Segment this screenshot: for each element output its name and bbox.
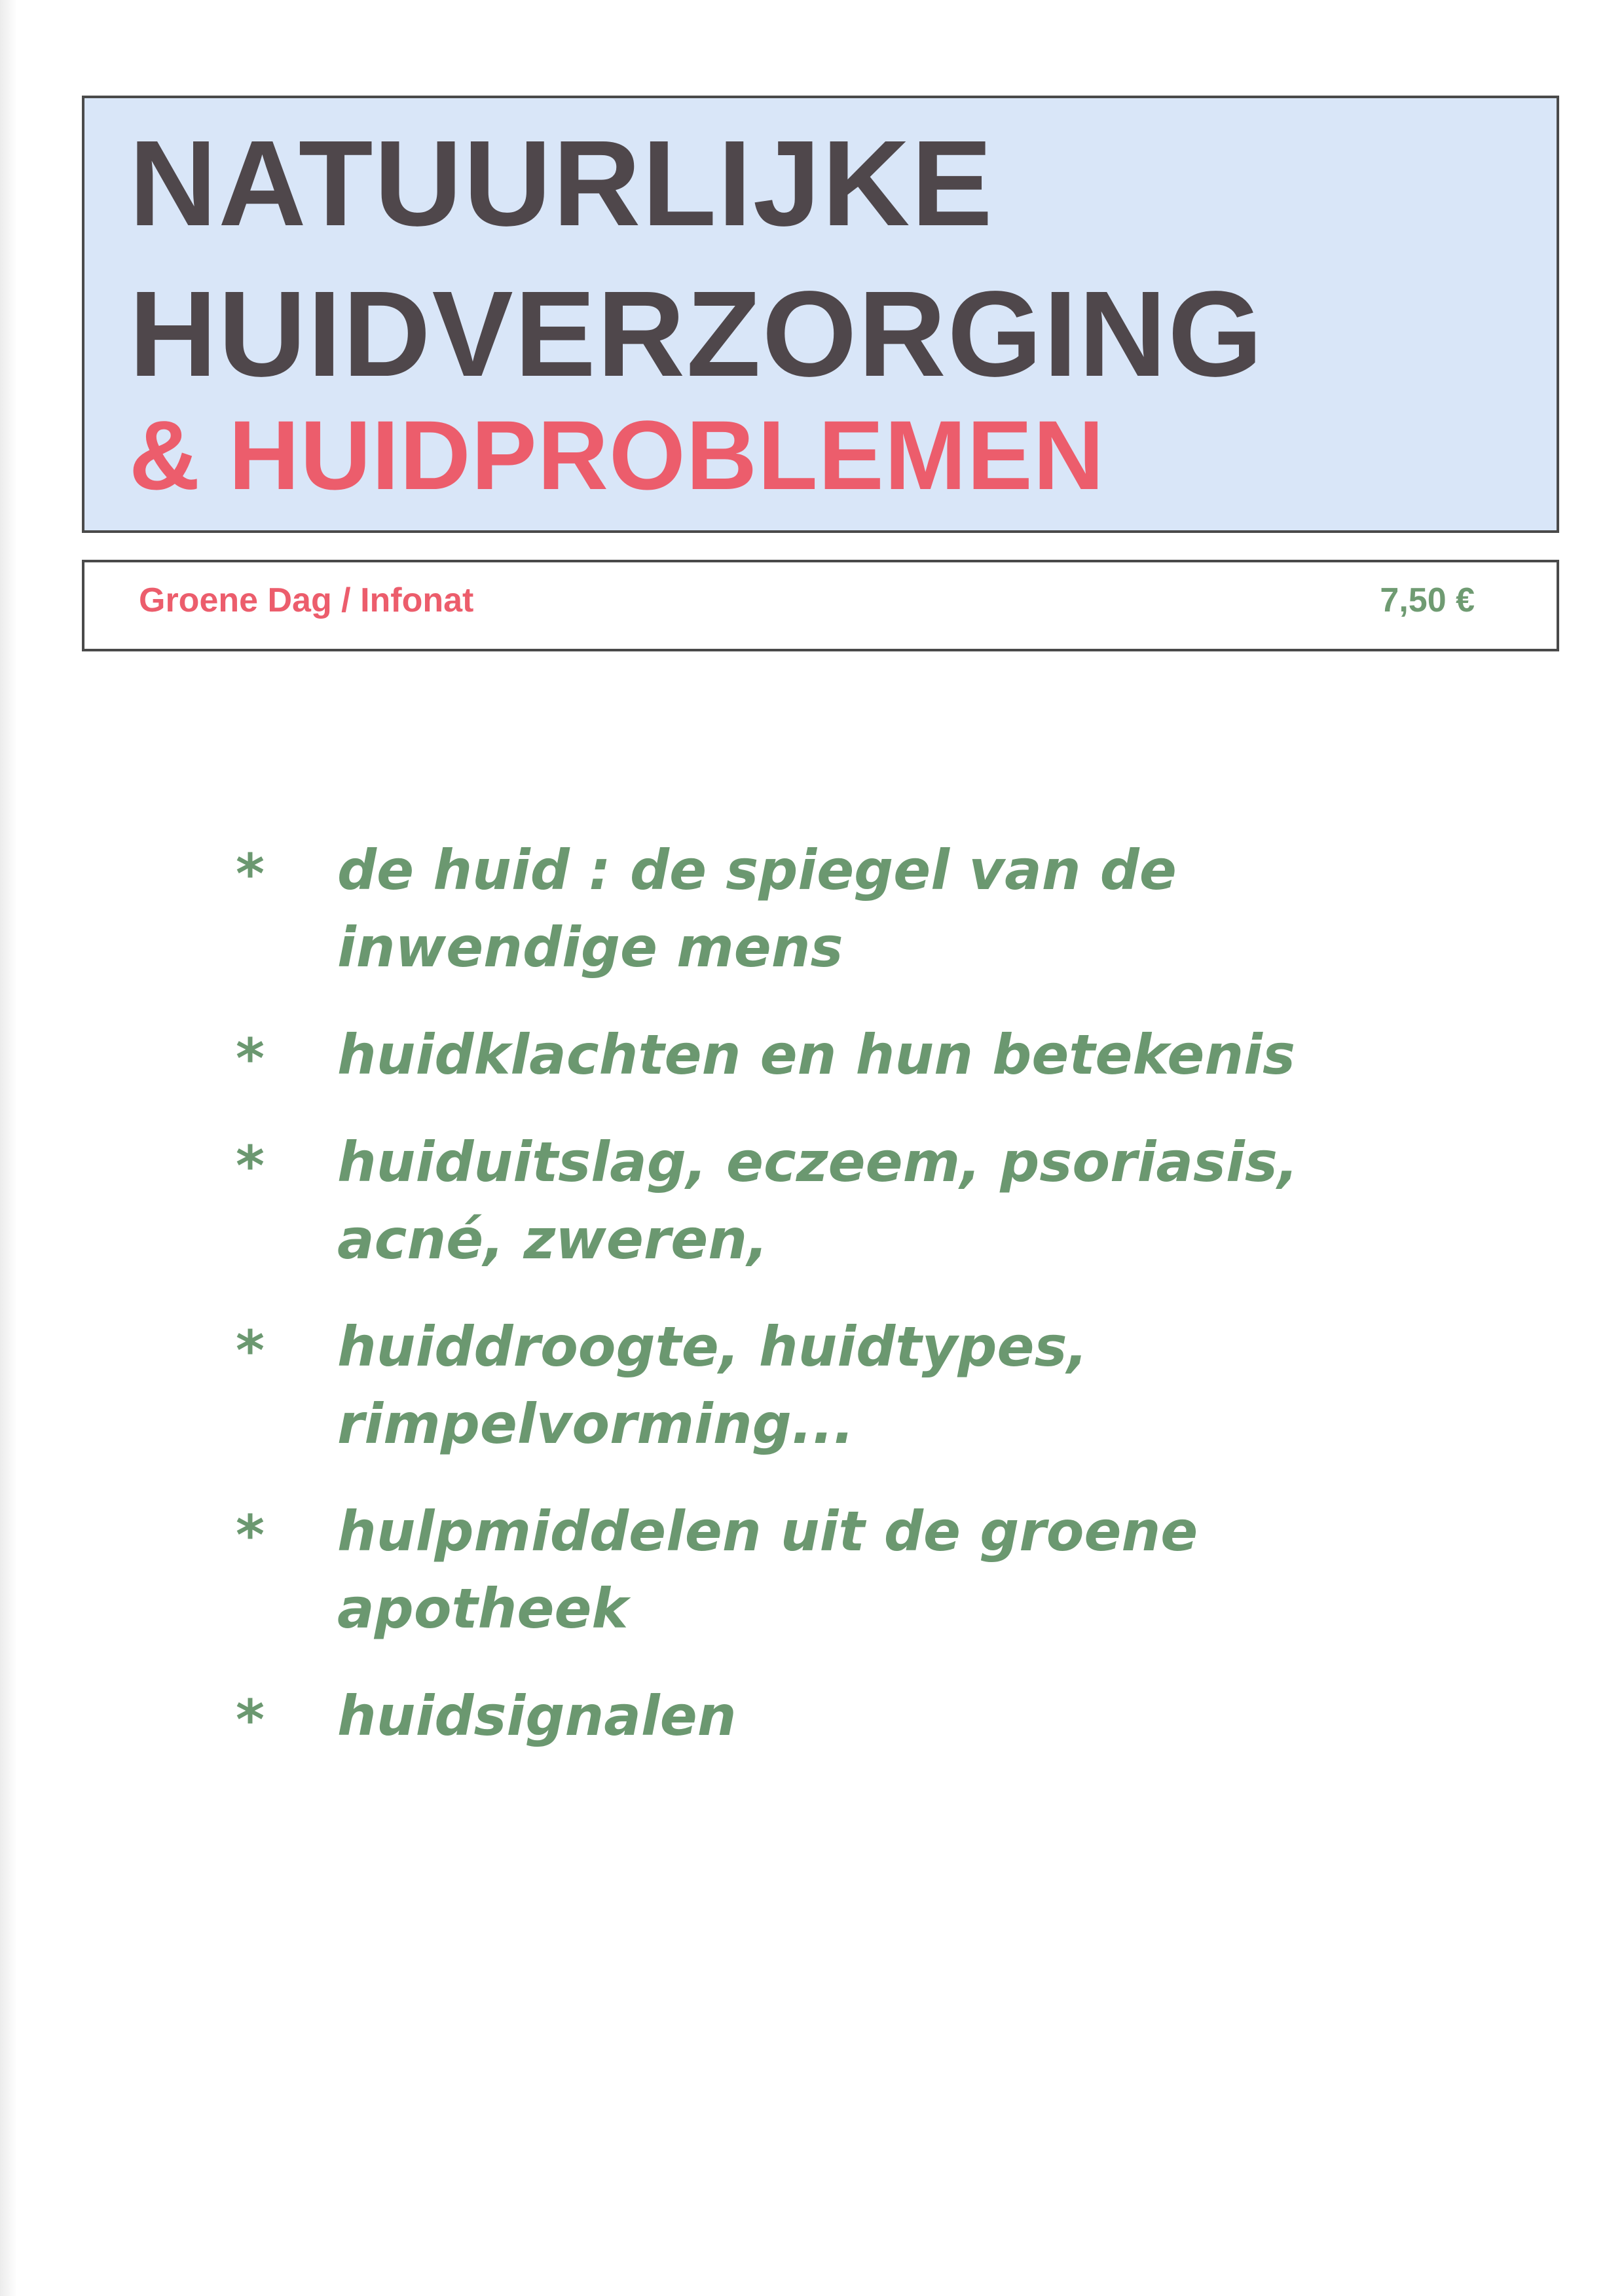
topic-item [236,1677,1519,1755]
topic-line: apotheek [337,1576,629,1641]
asterisk-bullet-icon: * [236,842,265,906]
topic-list [236,831,1519,1785]
topic-line: huidklachten en hun betekenis [337,1023,1295,1087]
asterisk-bullet-icon: * [236,1503,265,1567]
info-bar [82,560,1559,651]
topic-line: de huid : de spiegel van de [337,838,1177,902]
page-edge-shadow [0,0,17,2296]
price-label: 7,50 € [1380,581,1475,619]
asterisk-bullet-icon: * [236,1027,265,1091]
asterisk-bullet-icon: * [236,1134,265,1198]
topic-line: acné, zweren, [337,1207,768,1271]
topic-line: hulpmiddelen uit de groene [337,1499,1198,1563]
topic-line: rimpelvorming... [337,1392,855,1456]
topic-line: huiddroogte, huidtypes, [337,1315,1088,1379]
asterisk-bullet-icon: * [236,1319,265,1383]
title-line-1: NATUURLIJKE [129,116,994,251]
topic-item [236,1123,1519,1278]
title-line-2: HUIDVERZORGING [129,266,1264,402]
topic-line: huiduitslag, eczeem, psoriasis, [337,1130,1299,1194]
topic-line: huidsignalen [337,1684,737,1748]
topic-item [236,831,1519,986]
title-line-3: & HUIDPROBLEMEN [129,400,1105,510]
asterisk-bullet-icon: * [236,1688,265,1752]
title-box [82,96,1559,533]
topic-item [236,1308,1519,1463]
topic-item [236,1016,1519,1093]
publisher-label: Groene Dag / Infonat [139,581,474,619]
topic-line: inwendige mens [337,915,843,979]
topic-item [236,1493,1519,1647]
